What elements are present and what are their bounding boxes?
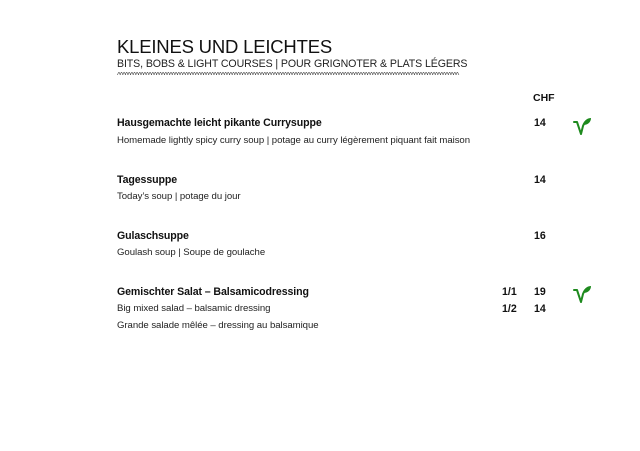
item-name: Gemischter Salat – Balsamicodressing	[117, 286, 309, 298]
section-subtitle: BITS, BOBS & LIGHT COURSES | POUR GRIGNOTER & PLATS LÉGERS	[117, 58, 468, 70]
item-price: 14	[534, 174, 546, 186]
item-description: Grande salade mêlée – dressing au balsamique	[117, 320, 319, 331]
item-portion: 1/2	[502, 303, 517, 315]
item-description: Homemade lightly spicy curry soup | potage au curry légèrement piquant fait maison	[117, 135, 471, 146]
section-title: KLEINES UND LEICHTES	[117, 36, 332, 57]
item-price: 19	[534, 286, 546, 298]
currency-header: CHF	[533, 92, 555, 104]
item-name: Tagessuppe	[117, 174, 178, 186]
item-description: Goulash soup | Soupe de goulache	[117, 247, 266, 258]
item-price: 14	[534, 303, 546, 315]
item-name: Hausgemachte leicht pikante Currysuppe	[117, 117, 322, 129]
item-portion: 1/1	[502, 286, 517, 298]
vegetarian-icon	[572, 117, 592, 139]
item-price: 14	[534, 117, 546, 129]
item-price: 16	[534, 230, 546, 242]
vegetarian-icon	[572, 285, 592, 307]
item-description: Big mixed salad – balsamic dressing	[117, 303, 271, 314]
item-name: Gulaschsuppe	[117, 230, 189, 242]
caret-divider: ^^^^^^^^^^^^^^^^^^^^^^^^^^^^^^^^^^^^^^^^^^^^^^^^^^^^^^^^^^^^^^^^^^^^^^^^^^^^^^^^^^^^^^^^^^^^^^^^^^^^^^^^^^^^^^^^^^^^^^^^^^^^^^^^^^^	[117, 72, 459, 80]
item-description: Today’s soup | potage du jour	[117, 191, 241, 202]
